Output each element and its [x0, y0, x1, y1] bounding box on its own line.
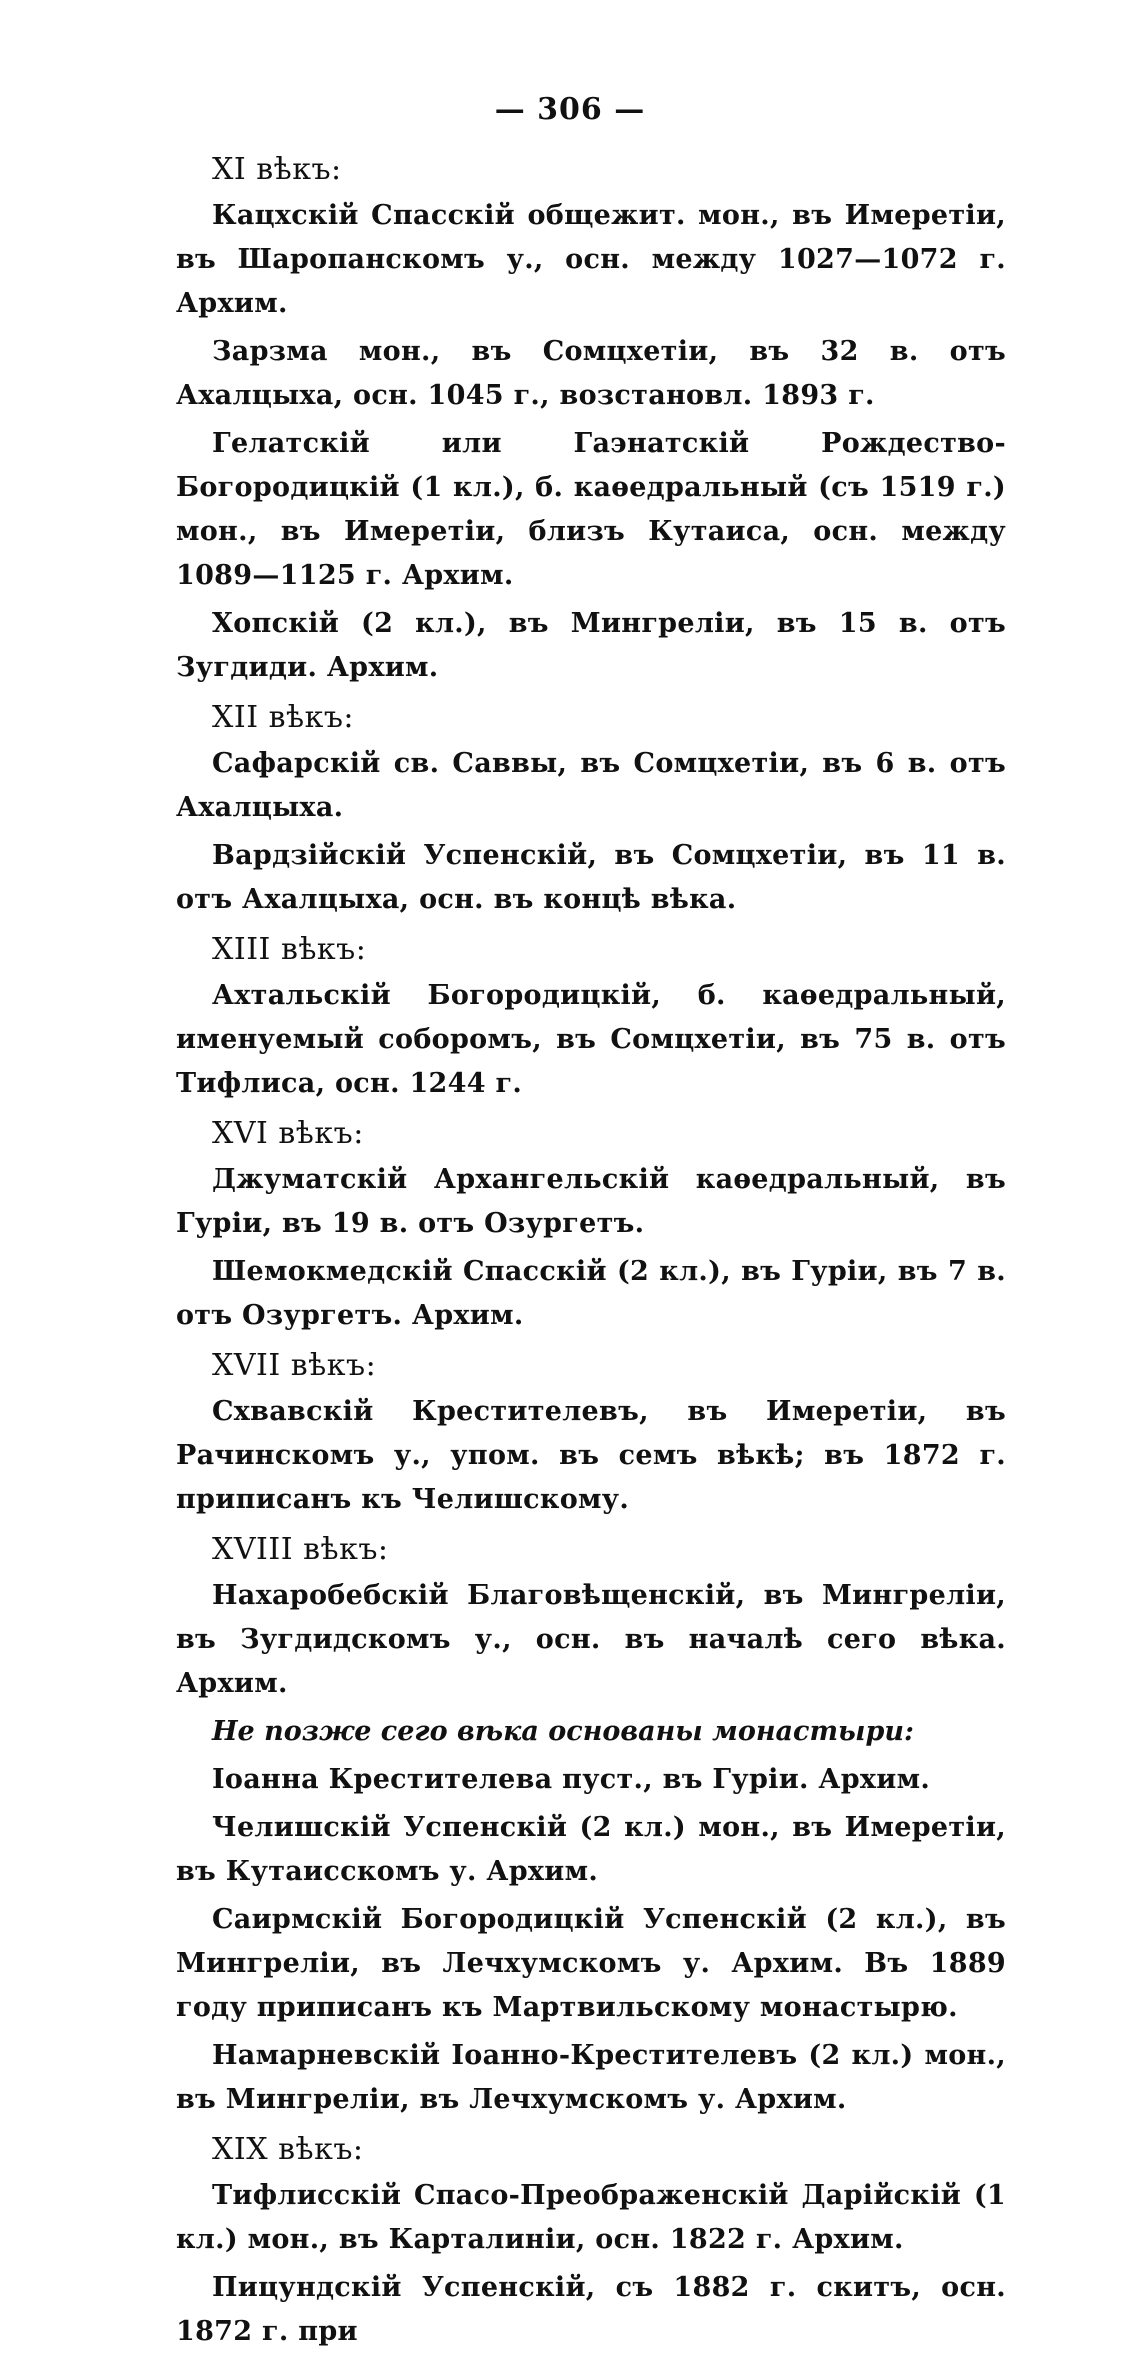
century-heading-xiii: XIII вѣкъ: — [212, 932, 367, 967]
page-body — [176, 146, 1006, 2358]
century-heading-xvi: XVI вѣкъ: — [212, 1116, 364, 1151]
monastery-entry: Пицундскій Успенскій, съ 1882 г. скитъ, осн. 1872 г. при — [176, 2272, 1006, 2347]
monastery-entry: Хопскій (2 кл.), въ Мингреліи, въ 15 в. отъ Зугдиди. Архим. — [176, 608, 1006, 683]
century-heading-xvii: XVII вѣкъ: — [212, 1348, 377, 1383]
monastery-entry: Челишскій Успенскій (2 кл.) мон., въ Имеретіи, въ Кутаисскомъ у. Архим. — [176, 1812, 1006, 1887]
century-heading-xi: XI вѣкъ: — [212, 152, 342, 187]
monastery-entry: Саирмскій Богородицкій Успенскій (2 кл.), въ Мингреліи, въ Лечхумскомъ у. Архим. Въ 1889 году приписанъ къ Мартвильскому монастырю. — [176, 1904, 1006, 2023]
monastery-entry: Тифлисскій Спасо-Преображенскій Дарійскій (1 кл.) мон., въ Карталиніи, осн. 1822 г. Архим. — [176, 2180, 1006, 2255]
century-heading-xii: XII вѣкъ: — [212, 700, 355, 735]
page-number: — 306 — — [494, 92, 646, 127]
century-heading-xix: XIX вѣкъ: — [212, 2132, 364, 2167]
italic-note: Не позже сего вѣка основаны монастыри: — [212, 1716, 914, 1747]
monastery-entry: Джуматскій Архангельскій каѳедральный, въ Гуріи, въ 19 в. отъ Озургетъ. — [176, 1164, 1006, 1239]
monastery-entry: Нахаробебскій Благовѣщенскій, въ Мингреліи, въ Зугдидскомъ у., осн. въ началѣ сего вѣка. Архим. — [176, 1580, 1006, 1699]
monastery-entry: Сафарскій св. Саввы, въ Сомцхетіи, въ 6 в. отъ Ахалцыха. — [176, 748, 1006, 823]
monastery-entry: Іоанна Крестителева пуст., въ Гуріи. Архим. — [212, 1764, 931, 1795]
century-heading-xviii: XVIII вѣкъ: — [212, 1532, 389, 1567]
monastery-entry: Шемокмедскій Спасскій (2 кл.), въ Гуріи, въ 7 в. отъ Озургетъ. Архим. — [176, 1256, 1006, 1331]
monastery-entry: Кацхскій Спасскій общежит. мон., въ Имеретіи, въ Шаропанскомъ у., осн. между 1027—1072 г. Архим. — [176, 200, 1006, 319]
monastery-entry: Ахтальскій Богородицкій, б. каѳедральный, именуемый соборомъ, въ Сомцхетіи, въ 75 в. отъ Тифлиса, осн. 1244 г. — [176, 980, 1006, 1099]
monastery-entry: Гелатскій или Гаэнатскій Рождество-Богородицкій (1 кл.), б. каѳедральный (съ 1519 г.) мон., въ Имеретіи, близъ Кутаиса, осн. между 1089—1125 г. Архим. — [176, 428, 1006, 591]
monastery-entry: Схвавскій Крестителевъ, въ Имеретіи, въ Рачинскомъ у., упом. въ семъ вѣкѣ; въ 1872 г. приписанъ къ Челишскому. — [176, 1396, 1006, 1515]
monastery-entry: Зарзма мон., въ Сомцхетіи, въ 32 в. отъ Ахалцыха, осн. 1045 г., возстановл. 1893 г. — [176, 336, 1006, 411]
monastery-entry: Вардзійскій Успенскій, въ Сомцхетіи, въ 11 в. отъ Ахалцыха, осн. въ концѣ вѣка. — [176, 840, 1006, 915]
monastery-entry: Намарневскій Іоанно-Крестителевъ (2 кл.) мон., въ Мингреліи, въ Лечхумскомъ у. Архим. — [176, 2040, 1006, 2115]
